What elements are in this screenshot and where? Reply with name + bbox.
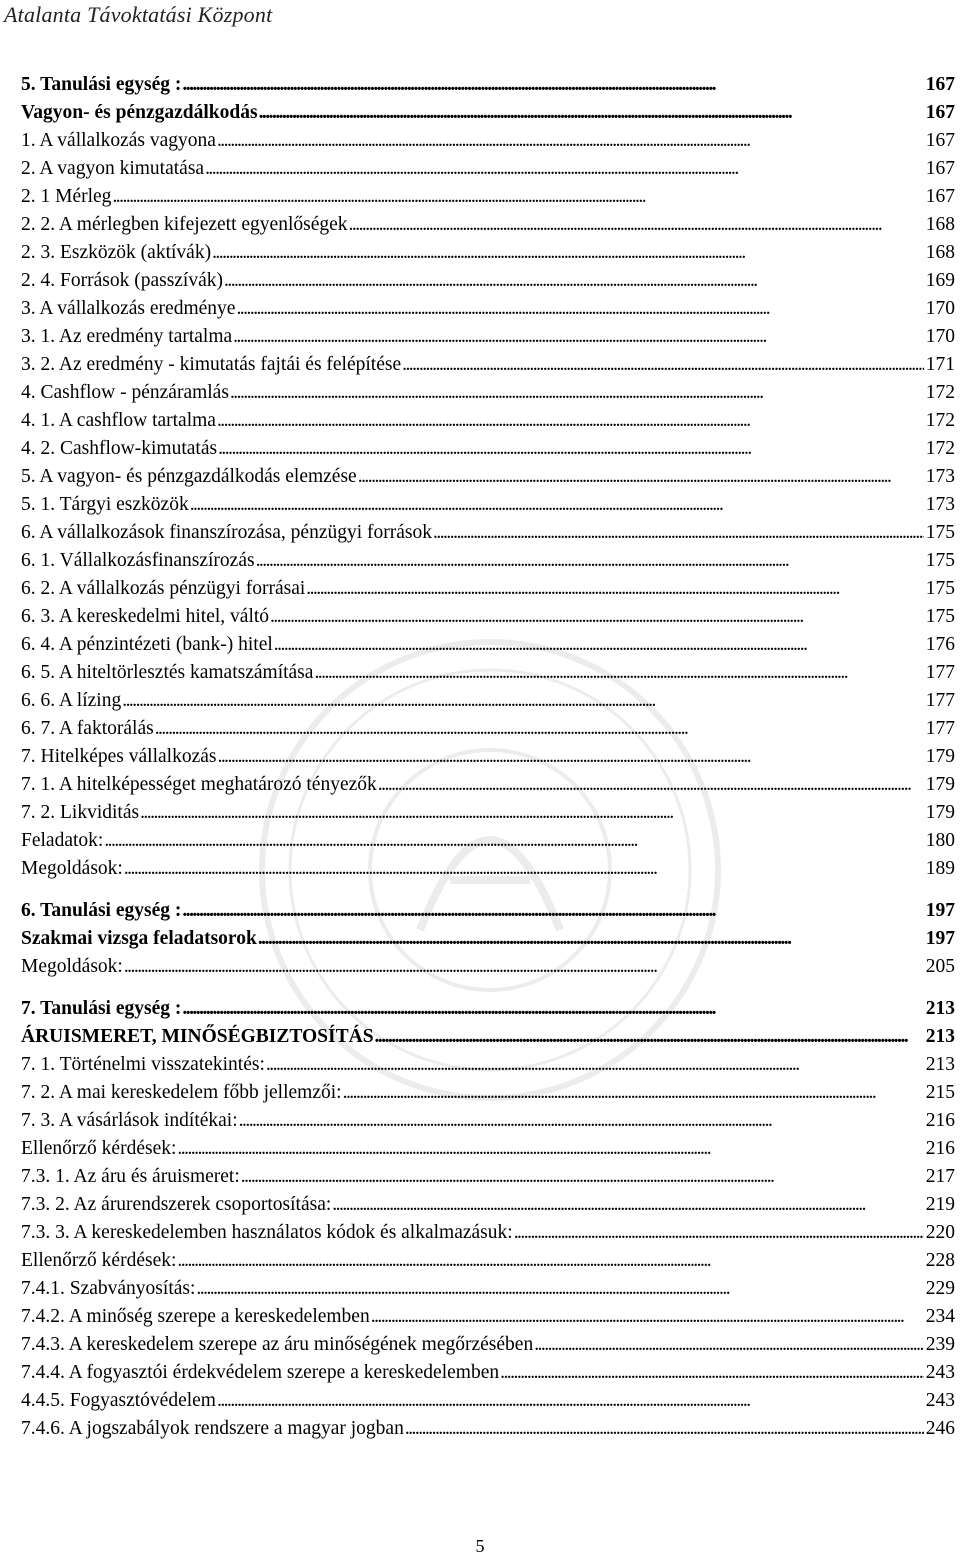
toc-entry[interactable] bbox=[21, 547, 955, 575]
toc-entry-label: 6. A vállalkozások finanszírozása, pénzügyi források bbox=[21, 522, 432, 543]
toc-entry[interactable] bbox=[21, 1023, 955, 1051]
section-gap bbox=[21, 883, 955, 897]
toc-entry-label: 7. 3. A vásárlások indítékai: bbox=[21, 1110, 238, 1131]
toc-entry-label: 3. A vállalkozás eredménye bbox=[21, 298, 236, 319]
toc-entry-label: 6. 1. Vállalkozásfinanszírozás bbox=[21, 550, 255, 571]
toc-entry[interactable] bbox=[21, 925, 955, 953]
toc-entry[interactable] bbox=[21, 1275, 955, 1303]
toc-entry-page: 216 bbox=[925, 1110, 955, 1131]
header-title: Atalanta Távoktatási Központ bbox=[4, 2, 273, 27]
toc-entry-label: 6. 3. A kereskedelmi hitel, váltó bbox=[21, 606, 270, 627]
toc-leader-dots bbox=[306, 575, 923, 603]
toc-entry-page: 176 bbox=[925, 634, 955, 655]
toc-entry-label: 7.3. 3. A kereskedelemben használatos kódok és alkalmazásuk: bbox=[21, 1222, 513, 1243]
toc-entry-page: 168 bbox=[925, 214, 955, 235]
toc-entry-page: 170 bbox=[925, 326, 955, 347]
toc-entry-label: 4. 1. A cashflow tartalma bbox=[21, 410, 216, 431]
toc-leader-dots bbox=[256, 547, 924, 575]
toc-entry-page: 172 bbox=[925, 410, 955, 431]
toc-leader-dots bbox=[402, 351, 924, 379]
toc-leader-dots bbox=[378, 771, 924, 799]
section-gap bbox=[21, 981, 955, 995]
toc-entry-page: 169 bbox=[925, 270, 955, 291]
toc-entry-label: 5. A vagyon- és pénzgazdálkodás elemzése bbox=[21, 466, 357, 487]
toc-entry[interactable] bbox=[21, 267, 955, 295]
toc-entry-label: Ellenőrző kérdések: bbox=[21, 1250, 177, 1271]
toc-entry[interactable] bbox=[21, 631, 955, 659]
toc-leader-dots bbox=[182, 995, 923, 1023]
toc-entry[interactable] bbox=[21, 183, 955, 211]
toc-entry-page: 220 bbox=[925, 1222, 955, 1243]
toc-entry-label: 7.3. 2. Az árurendszerek csoportosítása: bbox=[21, 1194, 332, 1215]
toc-entry-page: 197 bbox=[925, 900, 955, 921]
toc-entry[interactable] bbox=[21, 211, 955, 239]
toc-entry-label: 5. Tanulási egység : bbox=[21, 74, 182, 95]
toc-entry-page: 246 bbox=[925, 1418, 955, 1439]
toc-leader-dots bbox=[332, 1191, 923, 1219]
toc-leader-dots bbox=[274, 631, 924, 659]
toc-entry[interactable] bbox=[21, 155, 955, 183]
toc-leader-dots bbox=[371, 1303, 924, 1331]
toc-leader-dots bbox=[112, 183, 923, 211]
toc-entry[interactable] bbox=[21, 1107, 955, 1135]
toc-entry-page: 229 bbox=[925, 1278, 955, 1299]
toc-entry-label: 3. 1. Az eredmény tartalma bbox=[21, 326, 233, 347]
toc-leader-dots bbox=[534, 1331, 924, 1359]
toc-entry-label: 7. Tanulási egység : bbox=[21, 998, 182, 1019]
toc-entry[interactable] bbox=[21, 435, 955, 463]
toc-leader-dots bbox=[205, 155, 924, 183]
toc-entry-page: 189 bbox=[925, 858, 955, 879]
toc-entry[interactable] bbox=[21, 743, 955, 771]
toc-leader-dots bbox=[124, 953, 924, 981]
toc-entry-label: ÁRUISMERET, MINŐSÉGBIZTOSÍTÁS bbox=[21, 1026, 374, 1047]
toc-entry[interactable] bbox=[21, 1415, 955, 1443]
toc-entry[interactable] bbox=[21, 99, 955, 127]
toc-entry-label: 6. 7. A faktorálás bbox=[21, 718, 154, 739]
toc-entry-label: 7. 2. A mai kereskedelem főbb jellemzői: bbox=[21, 1082, 342, 1103]
toc-entry[interactable] bbox=[21, 715, 955, 743]
toc-entry-page: 167 bbox=[925, 130, 955, 151]
toc-entry[interactable] bbox=[21, 351, 955, 379]
toc-entry-label: 7.4.2. A minőség szerepe a kereskedelemben bbox=[21, 1306, 370, 1327]
toc-entry[interactable] bbox=[21, 407, 955, 435]
toc-entry-page: 179 bbox=[925, 774, 955, 795]
toc-entry-page: 177 bbox=[925, 718, 955, 739]
toc-entry-page: 175 bbox=[925, 606, 955, 627]
toc-leader-dots bbox=[217, 127, 924, 155]
toc-entry-page: 175 bbox=[925, 522, 955, 543]
toc-entry-page: 175 bbox=[925, 578, 955, 599]
toc-entry-label: 5. 1. Tárgyi eszközök bbox=[21, 494, 189, 515]
toc-entry[interactable] bbox=[21, 827, 955, 855]
toc-leader-dots bbox=[500, 1359, 924, 1387]
toc-entry-label: 1. A vállalkozás vagyona bbox=[21, 130, 216, 151]
toc-leader-dots bbox=[124, 855, 924, 883]
toc-entry[interactable] bbox=[21, 1387, 955, 1415]
toc-entry-label: 7.4.4. A fogyasztói érdekvédelem szerepe a kereskedelemben bbox=[21, 1362, 500, 1383]
toc-leader-dots bbox=[239, 1107, 924, 1135]
toc-entry[interactable] bbox=[21, 995, 955, 1023]
toc-entry-page: 197 bbox=[925, 928, 955, 949]
toc-entry[interactable] bbox=[21, 687, 955, 715]
toc-entry[interactable] bbox=[21, 659, 955, 687]
toc-entry-page: 243 bbox=[925, 1362, 955, 1383]
toc-leader-dots bbox=[122, 687, 924, 715]
toc-entry-page: 177 bbox=[925, 662, 955, 683]
toc-entry-label: 2. A vagyon kimutatása bbox=[21, 158, 205, 179]
toc-entry-page: 213 bbox=[925, 1054, 955, 1075]
toc-leader-dots bbox=[343, 1079, 924, 1107]
toc-entry[interactable] bbox=[21, 323, 955, 351]
toc-leader-dots bbox=[259, 99, 924, 127]
toc-entry-page: 228 bbox=[925, 1250, 955, 1271]
toc-entry-page: 172 bbox=[925, 382, 955, 403]
toc-leader-dots bbox=[224, 267, 924, 295]
toc-entry-label: Feladatok: bbox=[21, 830, 104, 851]
toc-entry-page: 167 bbox=[925, 102, 955, 123]
toc-entry[interactable] bbox=[21, 1135, 955, 1163]
toc-entry-page: 219 bbox=[925, 1194, 955, 1215]
toc-entry-label: 4. 2. Cashflow-kimutatás bbox=[21, 438, 218, 459]
toc-leader-dots bbox=[266, 1051, 924, 1079]
toc-entry-page: 168 bbox=[925, 242, 955, 263]
toc-entry-label: Szakmai vizsga feladatsorok bbox=[21, 928, 257, 949]
toc-entry[interactable] bbox=[21, 295, 955, 323]
toc-entry[interactable] bbox=[21, 1331, 955, 1359]
toc-entry-page: 167 bbox=[925, 186, 955, 207]
toc-entry-page: 171 bbox=[925, 354, 955, 375]
toc-entry-page: 215 bbox=[925, 1082, 955, 1103]
toc-entry-page: 239 bbox=[925, 1334, 955, 1355]
toc-entry[interactable] bbox=[21, 575, 955, 603]
toc-entry-page: 172 bbox=[925, 438, 955, 459]
toc-entry-page: 167 bbox=[925, 74, 955, 95]
table-of-contents bbox=[21, 71, 955, 1443]
toc-entry[interactable] bbox=[21, 463, 955, 491]
toc-leader-dots bbox=[236, 295, 923, 323]
toc-entry-label: 2. 4. Források (passzívák) bbox=[21, 270, 223, 291]
toc-entry-label: Ellenőrző kérdések: bbox=[21, 1138, 177, 1159]
toc-leader-dots bbox=[212, 239, 924, 267]
toc-entry[interactable] bbox=[21, 1191, 955, 1219]
toc-entry-label: 6. 2. A vállalkozás pénzügyi forrásai bbox=[21, 578, 306, 599]
toc-entry-page: 217 bbox=[925, 1166, 955, 1187]
toc-entry-label: 7. Hitelképes vállalkozás bbox=[21, 746, 217, 767]
toc-entry-label: Megoldások: bbox=[21, 956, 123, 977]
toc-entry-label: 7.4.6. A jogszabályok rendszere a magyar jogban bbox=[21, 1418, 404, 1439]
toc-leader-dots bbox=[217, 1387, 924, 1415]
toc-leader-dots bbox=[182, 897, 923, 925]
toc-entry-label: 2. 3. Eszközök (aktívák) bbox=[21, 242, 212, 263]
toc-leader-dots bbox=[433, 519, 924, 547]
toc-entry-label: 6. 4. A pénzintézeti (bank-) hitel bbox=[21, 634, 273, 655]
toc-entry-page: 179 bbox=[925, 746, 955, 767]
toc-entry-page: 216 bbox=[925, 1138, 955, 1159]
page-number: 5 bbox=[475, 1536, 485, 1556]
toc-entry-label: 7. 1. A hitelképességet meghatározó tényezők bbox=[21, 774, 377, 795]
toc-leader-dots bbox=[217, 743, 923, 771]
toc-leader-dots bbox=[405, 1415, 924, 1443]
toc-leader-dots bbox=[375, 1023, 924, 1051]
toc-leader-dots bbox=[190, 491, 924, 519]
toc-entry-page: 180 bbox=[925, 830, 955, 851]
toc-entry-page: 173 bbox=[925, 494, 955, 515]
toc-entry-page: 213 bbox=[925, 998, 955, 1019]
toc-entry-page: 205 bbox=[925, 956, 955, 977]
toc-entry-label: 6. 6. A lízing bbox=[21, 690, 122, 711]
toc-entry[interactable] bbox=[21, 799, 955, 827]
toc-leader-dots bbox=[182, 71, 923, 99]
toc-leader-dots bbox=[349, 211, 924, 239]
toc-entry-label: 7.4.1. Szabványosítás: bbox=[21, 1278, 196, 1299]
toc-entry[interactable] bbox=[21, 1163, 955, 1191]
toc-entry[interactable] bbox=[21, 603, 955, 631]
toc-leader-dots bbox=[155, 715, 924, 743]
toc-entry[interactable] bbox=[21, 771, 955, 799]
toc-entry-page: 243 bbox=[925, 1390, 955, 1411]
toc-entry[interactable] bbox=[21, 1219, 955, 1247]
toc-leader-dots bbox=[270, 603, 924, 631]
toc-leader-dots bbox=[358, 463, 924, 491]
toc-leader-dots bbox=[258, 925, 924, 953]
toc-entry[interactable] bbox=[21, 1079, 955, 1107]
toc-entry[interactable] bbox=[21, 519, 955, 547]
toc-leader-dots bbox=[230, 379, 924, 407]
toc-entry-page: 177 bbox=[925, 690, 955, 711]
toc-entry[interactable] bbox=[21, 897, 955, 925]
toc-entry[interactable] bbox=[21, 239, 955, 267]
toc-entry-label: 6. Tanulási egység : bbox=[21, 900, 182, 921]
toc-leader-dots bbox=[140, 799, 924, 827]
toc-entry-label: 7. 2. Likviditás bbox=[21, 802, 140, 823]
toc-entry-page: 234 bbox=[925, 1306, 955, 1327]
toc-entry-label: 3. 2. Az eredmény - kimutatás fajtái és felépítése bbox=[21, 354, 402, 375]
toc-leader-dots bbox=[241, 1163, 924, 1191]
toc-entry[interactable] bbox=[21, 1359, 955, 1387]
toc-entry-label: Vagyon- és pénzgazdálkodás bbox=[21, 102, 258, 123]
toc-leader-dots bbox=[217, 407, 924, 435]
toc-entry[interactable] bbox=[21, 1051, 955, 1079]
toc-entry-label: 6. 5. A hiteltörlesztés kamatszámítása bbox=[21, 662, 314, 683]
toc-leader-dots bbox=[177, 1135, 923, 1163]
toc-entry-page: 213 bbox=[925, 1026, 955, 1047]
toc-entry[interactable] bbox=[21, 1247, 955, 1275]
toc-leader-dots bbox=[314, 659, 923, 687]
toc-entry-page: 175 bbox=[925, 550, 955, 571]
toc-entry[interactable] bbox=[21, 379, 955, 407]
toc-entry[interactable] bbox=[21, 71, 955, 99]
toc-leader-dots bbox=[233, 323, 924, 351]
toc-leader-dots bbox=[514, 1219, 924, 1247]
toc-leader-dots bbox=[177, 1247, 923, 1275]
toc-leader-dots bbox=[196, 1275, 923, 1303]
toc-entry[interactable] bbox=[21, 953, 955, 981]
toc-entry-page: 167 bbox=[925, 158, 955, 179]
toc-entry-label: 2. 1 Mérleg bbox=[21, 186, 112, 207]
toc-entry-label: 7. 1. Történelmi visszatekintés: bbox=[21, 1054, 265, 1075]
toc-entry-label: 2. 2. A mérlegben kifejezett egyenlőségek bbox=[21, 214, 348, 235]
toc-entry-label: 7.3. 1. Az áru és áruismeret: bbox=[21, 1166, 240, 1187]
toc-entry-page: 179 bbox=[925, 802, 955, 823]
toc-leader-dots bbox=[104, 827, 923, 855]
toc-entry-label: 7.4.3. A kereskedelem szerepe az áru minőségének megőrzésében bbox=[21, 1334, 534, 1355]
toc-entry[interactable] bbox=[21, 491, 955, 519]
toc-entry-label: Megoldások: bbox=[21, 858, 123, 879]
toc-entry-label: 4.4.5. Fogyasztóvédelem bbox=[21, 1390, 216, 1411]
toc-entry[interactable] bbox=[21, 855, 955, 883]
toc-leader-dots bbox=[218, 435, 924, 463]
toc-entry[interactable] bbox=[21, 1303, 955, 1331]
toc-entry-page: 170 bbox=[925, 298, 955, 319]
toc-entry-label: 4. Cashflow - pénzáramlás bbox=[21, 382, 229, 403]
toc-entry[interactable] bbox=[21, 127, 955, 155]
toc-entry-page: 173 bbox=[925, 466, 955, 487]
